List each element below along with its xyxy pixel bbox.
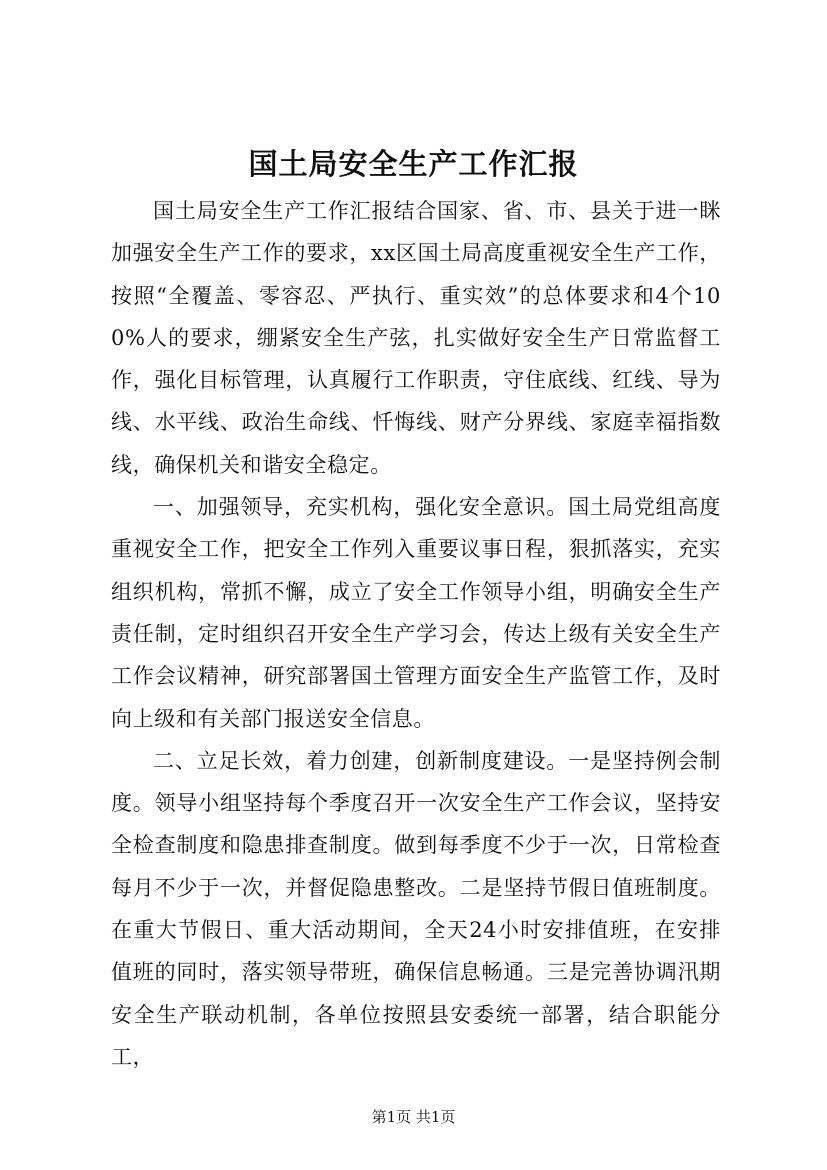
document-title: 国土局安全生产工作汇报	[248, 147, 579, 181]
paragraph-section-2: 二、立足长效，着力创建，创新制度建设。一是坚持例会制度。领导小组坚持每个季度召开一次安全生产工作会议，坚持安全检查制度和隐患排查制度。做到每季度不少于一次，日常检查每月不少于一次，并督促隐患整改。二是坚持节假日值班制度。在重大节假日、重大活动期间，全天24小时安排值班，在安排值班的同时，落实领导带班，确保信息畅通。三是完善协调汛期安全生产联动机制，各单位按照县安委统一部署，结合职能分工，	[111, 748, 721, 1069]
page-footer: 第1页 共1页	[371, 1108, 456, 1126]
paragraph-intro: 国土局安全生产工作汇报结合国家、省、市、县关于进一眯加强安全生产工作的要求，xx区国土局高度重视安全生产工作，按照“全覆盖、零容忍、严执行、重实效”的总体要求和4个100%人的要求，绷紧安全生产弦，扎实做好安全生产日常监督工作，强化目标管理，认真履行工作职责，守住底线、红线、导为线、水平线、政治生命线、忏悔线、财产分界线、家庭幸福指数线，确保机关和谐安全稳定。	[111, 199, 721, 477]
document-body	[111, 190, 721, 1078]
paragraph-section-1: 一、加强领导，充实机构，强化安全意识。国土局党组高度重视安全工作，把安全工作列入重要议事日程，狠抓落实，充实组织机构，常抓不懈，成立了安全工作领导小组，明确安全生产责任制，定时组织召开安全生产学习会，传达上级有关安全生产工作会议精神，研究部署国土管理方面安全生产监管工作，及时向上级和有关部门报送安全信息。	[111, 495, 721, 731]
